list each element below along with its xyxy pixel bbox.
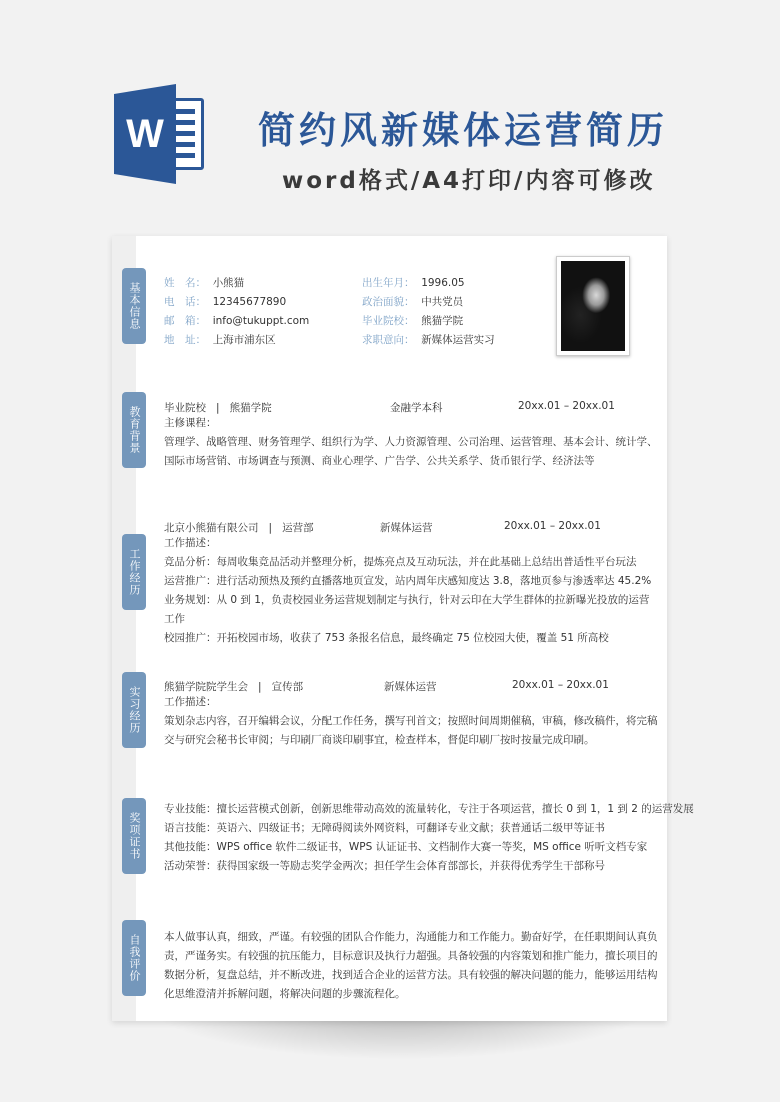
banner-subtitle: word格式/A4打印/内容可修改 bbox=[282, 168, 656, 194]
education-period: 20xx.01 – 20xx.01 bbox=[518, 400, 615, 412]
basic-left-fields bbox=[164, 274, 309, 350]
internship-description: 工作描述： 策划杂志内容，召开编辑会议，分配工作任务，撰写刊首文；按照时间周期催稿，审稿，修改稿件，将完稿交与研究会秘书长审阅；与印刷厂商谈印刷事宜，检查样本，督促印刷厂按时按量完成印刷。 bbox=[164, 696, 658, 746]
award-item: 活动荣誉：获得国家级一等励志奖学金两次；担任学生会体育部部长，并获得优秀学生干部称号 bbox=[164, 860, 605, 872]
internship-period: 20xx.01 – 20xx.01 bbox=[512, 679, 609, 691]
field-phone: 电 话： 12345677890 bbox=[164, 296, 287, 308]
work-company: 北京小熊猫有限公司 | 运营部 bbox=[164, 522, 314, 534]
self-eval-text: 本人做事认真，细致，严谨。有较强的团队合作能力，沟通能力和工作能力。勤奋好学，在任职期间认真负责，严谨务实。有较强的抗压能力，目标意识及执行力超强。具备较强的内容策划和推广能力，擅长项目的数据分析，复盘总结，并不断改进，找到适合企业的运营方法。具有较强的解决问题的能力，能够运用结构化思维澄清并拆解问题，将解决问题的步骤流程化。 bbox=[164, 931, 658, 1000]
field-name: 姓 名： 小熊猫 bbox=[164, 277, 245, 289]
work-item: 运营推广：进行活动预热及预约直播落地页宣发，站内周年庆感知度达 3.8，落地页参与渗透率达 45.2% bbox=[164, 575, 652, 587]
education-courses: 主修课程： 管理学、战略管理、财务管理学、组织行为学、人力资源管理、公司治理、运营管理、基本会计、统计学、国际市场营销、市场调查与预测、商业心理学、广告学、公共关系学、货币银行学、经济法等 bbox=[164, 417, 658, 467]
banner-title: 简约风新媒体运营简历 bbox=[258, 109, 668, 152]
field-political: 政治面貌： 中共党员 bbox=[362, 296, 464, 308]
work-description: 工作描述： 竞品分析：每周收集竞品活动并整理分析，提炼亮点及互动玩法，并在此基础上总结出普适性平台玩法 运营推广：进行活动预热及预约直播落地页宣发，站内周年庆感知度达 3.8，落地页参与渗透率达 45.2% 业务规划：从 0 到 1，负责校园业务运营规划制定与执行，针对云印在大学生群体的拉新曝光投放的运营工作 校园推广：开拓校园市场，收获了 753 条报名信息，最终确定 75 位校园大使，覆盖 51 所高校 bbox=[164, 534, 659, 648]
section-label-awards: 奖项证书 bbox=[122, 798, 146, 874]
field-address: 地 址： 上海市浦东区 bbox=[164, 334, 276, 346]
awards-list bbox=[164, 800, 694, 876]
internship-org: 熊猫学院院学生会 | 宣传部 bbox=[164, 681, 304, 693]
portrait-image bbox=[561, 261, 625, 351]
left-strip bbox=[112, 236, 136, 1021]
field-email: 邮 箱： info@tukuppt.com bbox=[164, 315, 310, 327]
profile-photo bbox=[556, 256, 630, 356]
work-period: 20xx.01 – 20xx.01 bbox=[504, 520, 601, 532]
section-label-basic: 基本信息 bbox=[122, 268, 146, 344]
section-label-work: 工作经历 bbox=[122, 534, 146, 610]
internship-position: 新媒体运营 bbox=[384, 681, 437, 693]
education-degree: 金融学本科 bbox=[390, 402, 443, 414]
education-school: 毕业院校 | 熊猫学院 bbox=[164, 402, 272, 414]
resume-page bbox=[112, 236, 694, 1021]
award-item: 其他技能：WPS office 软件二级证书，WPS 认证证书、文档制作大赛一等奖，MS office 听听文档专家 bbox=[164, 841, 648, 853]
work-item: 竞品分析：每周收集竞品活动并整理分析，提炼亮点及互动玩法，并在此基础上总结出普适性平台玩法 bbox=[164, 556, 637, 568]
work-position: 新媒体运营 bbox=[380, 522, 433, 534]
basic-right-fields bbox=[362, 274, 495, 350]
banner bbox=[0, 0, 780, 230]
award-item: 专业技能：擅长运营模式创新，创新思维带动高效的流量转化，专注于各项运营，擅长 0 到 1，1 到 2 的运营发展 bbox=[164, 803, 694, 815]
field-birth: 出生年月： 1996.05 bbox=[362, 277, 465, 289]
work-item: 校园推广：开拓校园市场，收获了 753 条报名信息，最终确定 75 位校园大使，覆盖 51 所高校 bbox=[164, 632, 609, 644]
section-label-internship: 实习经历 bbox=[122, 672, 146, 748]
section-label-education: 教育背景 bbox=[122, 392, 146, 468]
field-intent: 求职意向： 新媒体运营实习 bbox=[362, 334, 495, 346]
word-icon bbox=[114, 84, 208, 184]
work-item: 业务规划：从 0 到 1，负责校园业务运营规划制定与执行，针对云印在大学生群体的拉新曝光投放的运营工作 bbox=[164, 594, 650, 625]
field-school: 毕业院校： 熊猫学院 bbox=[362, 315, 464, 327]
section-label-self-eval: 自我评价 bbox=[122, 920, 146, 996]
award-item: 语言技能：英语六、四级证书；无障碍阅读外网资料，可翻译专业文献；获普通话二级甲等证书 bbox=[164, 822, 605, 834]
word-icon-letter: W bbox=[126, 112, 164, 156]
